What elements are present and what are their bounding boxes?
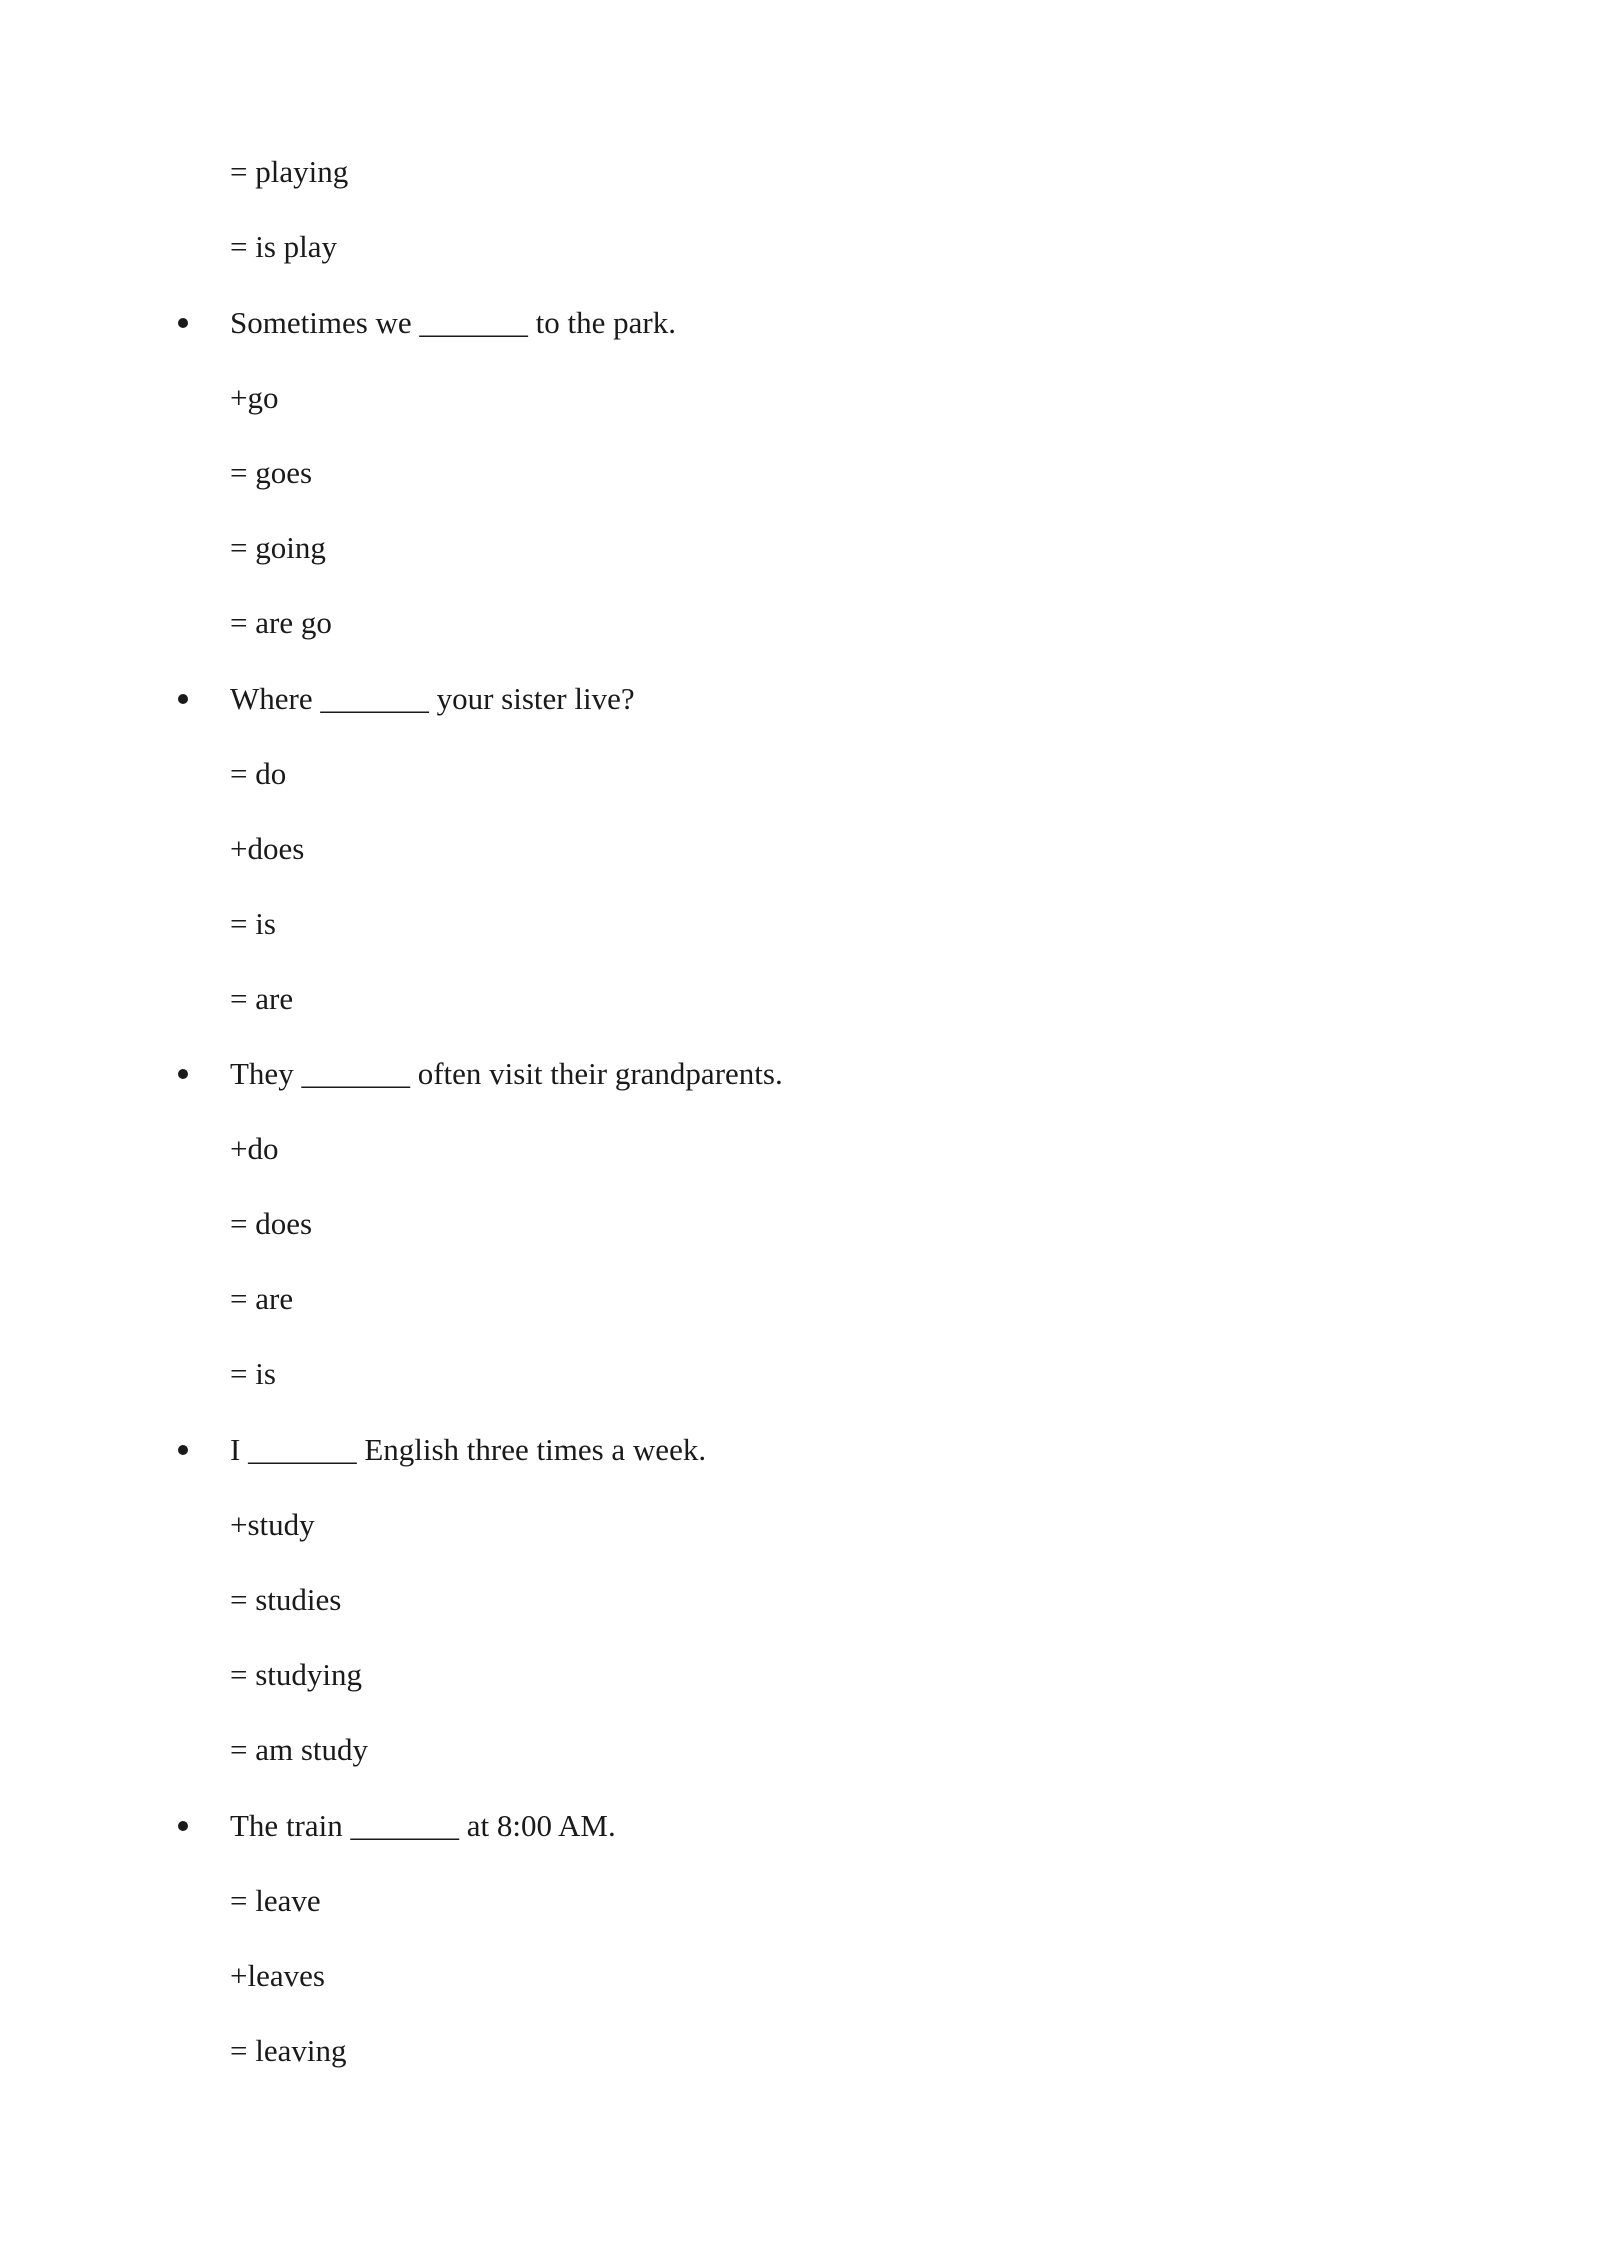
question-text: Sometimes we _______ to the park. <box>230 305 676 340</box>
answer-option: = does <box>230 1206 313 1241</box>
bullet-icon <box>178 1069 188 1079</box>
answer-option: +leaves <box>230 1958 325 1993</box>
question-text: I _______ English three times a week. <box>230 1432 707 1467</box>
answer-option: +go <box>230 380 279 415</box>
answer-option: = studying <box>230 1657 363 1692</box>
answer-option: = are go <box>230 605 332 640</box>
answer-option: = are <box>230 1281 294 1316</box>
answer-option: +does <box>230 831 305 866</box>
answer-option: = going <box>230 530 326 565</box>
answer-option: = is <box>230 906 276 941</box>
bullet-icon <box>178 694 188 704</box>
answer-option: +do <box>230 1131 279 1166</box>
bullet-icon <box>178 1445 188 1455</box>
bullet-icon <box>178 318 188 328</box>
answer-option: = leaving <box>230 2033 347 2068</box>
answer-option: = is <box>230 1356 276 1391</box>
answer-option: +study <box>230 1507 315 1542</box>
answer-option: = are <box>230 981 294 1016</box>
bullet-icon <box>178 1821 188 1831</box>
answer-option: = is play <box>230 229 338 264</box>
question-text: They _______ often visit their grandparents. <box>230 1056 783 1091</box>
answer-option: = leave <box>230 1883 321 1918</box>
answer-option: = goes <box>230 455 313 490</box>
answer-option: = am study <box>230 1732 369 1767</box>
answer-option: = do <box>230 756 287 791</box>
answer-option: = studies <box>230 1582 342 1617</box>
answer-option: = playing <box>230 154 349 189</box>
question-text: Where _______ your sister live? <box>230 681 635 716</box>
question-text: The train _______ at 8:00 AM. <box>230 1808 616 1843</box>
